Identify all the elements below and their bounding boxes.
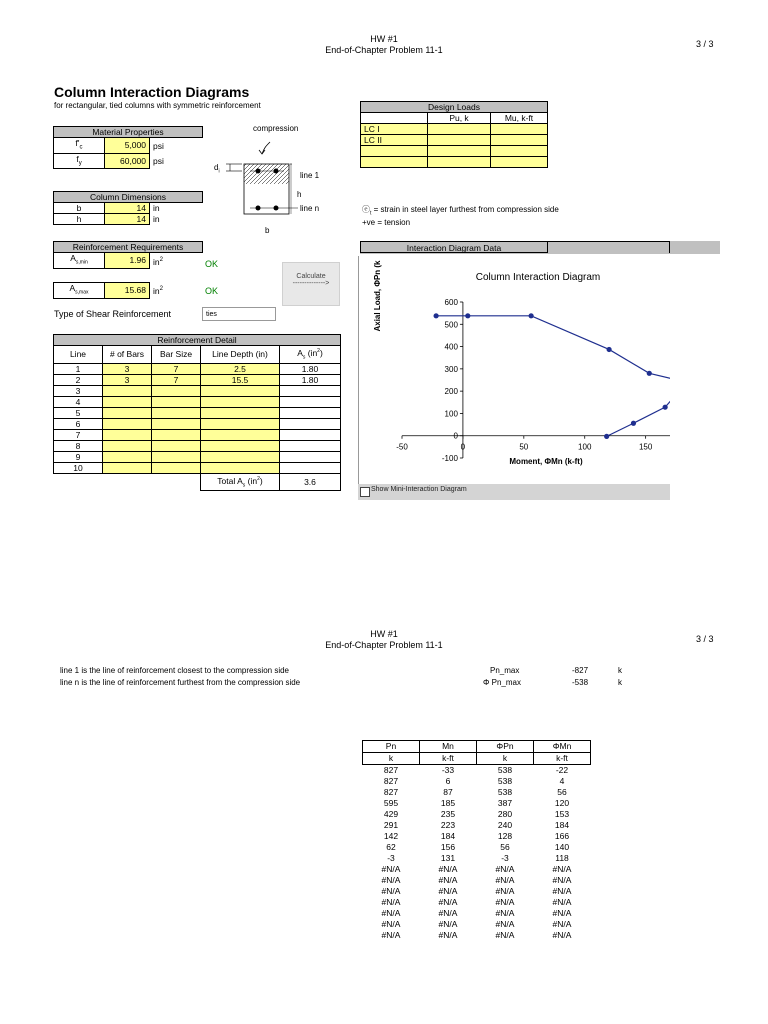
y-tick-label: 200 <box>444 387 458 397</box>
table-cell: 156 <box>440 842 456 852</box>
data-point <box>647 371 652 376</box>
data-point <box>631 421 636 426</box>
chart-xlabel: Moment, ΦMn (k-ft) <box>509 457 583 466</box>
table-cell: 56 <box>500 842 510 852</box>
table-cell: #N/A <box>381 886 401 896</box>
table-cell: 387 <box>497 798 513 808</box>
page-subtitle: for rectangular, tied columns with symmetric reinforcement <box>54 101 261 110</box>
design-loads-header: Design Loads <box>361 102 548 113</box>
calculate-label: Calculate <box>296 273 326 280</box>
line-depth-input[interactable] <box>201 429 280 440</box>
reinf-row <box>54 385 341 396</box>
pu-input[interactable] <box>428 124 491 135</box>
reinf-row <box>54 363 341 374</box>
line-depth-input[interactable] <box>201 451 280 462</box>
strain-note: $ⓔ_t$ = strain in steel layer furthest from compression side <box>362 205 559 217</box>
table-cell: -3 <box>387 853 395 863</box>
total-as-value: 3.6 <box>280 473 341 491</box>
col-pn: Pn <box>363 741 420 753</box>
table-cell: 280 <box>497 809 513 819</box>
fy-label: $f_y$ <box>54 153 105 169</box>
table-row <box>363 897 591 908</box>
table-cell: 538 <box>497 765 513 775</box>
table-cell: 827 <box>383 765 399 775</box>
table-cell: #N/A <box>381 908 401 918</box>
table-row <box>363 919 591 930</box>
lc-label <box>361 157 428 168</box>
table-cell: 87 <box>443 787 453 797</box>
material-properties-table <box>53 126 203 169</box>
chart-ylabel: Axial Load, ΦPn (k <box>373 260 382 332</box>
table-cell: #N/A <box>495 919 515 929</box>
col-bar-size: Bar Size <box>152 346 201 364</box>
reinf-row <box>54 429 341 440</box>
reinf-row <box>54 418 341 429</box>
page2-number: 3 / 3 <box>696 634 714 644</box>
line-cell: 7 <box>54 429 103 440</box>
mu-input[interactable] <box>491 146 548 157</box>
fc-unit: psi <box>153 140 164 151</box>
data-point <box>529 313 534 318</box>
reinf-req-header: Reinforcement Requirements <box>54 242 203 253</box>
as-min-label: $A_{s,min}$ <box>54 253 105 269</box>
table-row <box>363 798 591 809</box>
table-cell: #N/A <box>438 919 458 929</box>
as-cell: 1.80 <box>280 374 341 385</box>
num-bars-input[interactable] <box>103 385 152 396</box>
data-point <box>663 405 668 410</box>
problem-label: End-of-Chapter Problem 11-1 <box>325 45 443 55</box>
series-line <box>436 316 670 382</box>
b-dim-label: b <box>265 226 270 235</box>
line-depth-input[interactable] <box>201 385 280 396</box>
reinf-detail-header: Reinforcement Detail <box>54 335 341 346</box>
h-dim-label: h <box>297 190 302 199</box>
table-cell: 140 <box>554 842 570 852</box>
as-cell: 1.80 <box>280 363 341 374</box>
x-tick-label: 150 <box>638 442 653 452</box>
table-cell: #N/A <box>438 864 458 874</box>
num-bars-input[interactable] <box>103 440 152 451</box>
pu-input[interactable] <box>428 146 491 157</box>
reinf-row <box>54 451 341 462</box>
h-input[interactable]: 14 <box>105 214 150 225</box>
table-cell: #N/A <box>495 886 515 896</box>
interaction-chart <box>358 256 670 484</box>
h-label: h <box>54 214 105 225</box>
dimensions-header: Column Dimensions <box>54 192 203 203</box>
y-tick-label: -100 <box>441 454 458 463</box>
table-cell: #N/A <box>438 886 458 896</box>
table-cell: 184 <box>440 831 456 841</box>
phi-pn-max-label: Φ Pn_max <box>483 678 521 687</box>
b-unit: in <box>153 203 160 214</box>
table-cell: #N/A <box>381 897 401 907</box>
interaction-data-table <box>362 740 591 941</box>
column-section-diagram <box>212 134 332 234</box>
line-cell: 9 <box>54 451 103 462</box>
di-label: $d_i$ <box>214 163 220 175</box>
col-num-bars: # of Bars <box>103 346 152 364</box>
table-cell: 185 <box>440 798 456 808</box>
y-tick-label: 300 <box>444 364 458 374</box>
line-cell: 2 <box>54 374 103 385</box>
reinf-row <box>54 396 341 407</box>
pn-max-label: Pn_max <box>490 666 520 675</box>
table-cell: #N/A <box>438 875 458 885</box>
b-label: b <box>54 203 105 214</box>
linen-label: line n <box>300 204 320 213</box>
problem-label: End-of-Chapter Problem 11-1 <box>325 640 443 650</box>
table-row <box>363 930 591 941</box>
table-cell: 827 <box>383 776 399 786</box>
note-line1: line 1 is the line of reinforcement closest to the compression side <box>60 666 290 675</box>
table-row <box>363 809 591 820</box>
num-bars-input[interactable] <box>103 462 152 473</box>
shear-label: Type of Shear Reinforcement <box>54 309 172 319</box>
table-row <box>363 776 591 787</box>
phi-pn-max-unit: k <box>618 678 622 687</box>
data-point <box>434 313 439 318</box>
hw-label: HW #1 <box>370 34 398 44</box>
bar-size-input[interactable] <box>152 407 201 418</box>
bar-size-input[interactable] <box>152 451 201 462</box>
table-cell: #N/A <box>495 897 515 907</box>
table-cell: #N/A <box>381 864 401 874</box>
table-cell: #N/A <box>438 930 458 940</box>
table-cell: 235 <box>440 809 456 819</box>
y-tick-label: 0 <box>453 431 458 441</box>
num-bars-input[interactable] <box>103 407 152 418</box>
table-cell: 595 <box>383 798 399 808</box>
bar-size-input[interactable] <box>152 440 201 451</box>
table-cell: #N/A <box>552 908 572 918</box>
data-point <box>606 347 611 352</box>
table-row <box>363 820 591 831</box>
table-cell: 142 <box>383 831 399 841</box>
bar-size-input[interactable] <box>152 396 201 407</box>
mini-diagram-checkbox[interactable] <box>360 487 370 497</box>
table-cell: 153 <box>554 809 570 819</box>
table-cell: 131 <box>440 853 456 863</box>
table-row <box>363 842 591 853</box>
table-row <box>363 908 591 919</box>
table-cell: 56 <box>557 787 567 797</box>
table-row <box>363 875 591 886</box>
fy-unit: psi <box>153 156 164 167</box>
table-cell: 223 <box>440 820 456 830</box>
pu-header: Pu, k <box>428 113 491 124</box>
bar-size-input[interactable] <box>152 429 201 440</box>
line-depth-input[interactable]: 15.5 <box>201 374 280 385</box>
page-header <box>284 34 484 56</box>
design-loads-table <box>360 101 548 168</box>
unit-phi-pn: k <box>477 753 534 765</box>
col-phi-mn: ΦMn <box>534 741 591 753</box>
table-cell: #N/A <box>495 864 515 874</box>
table-cell: 4 <box>559 776 565 786</box>
as-max-label: $A_{s,max}$ <box>54 283 105 299</box>
reinforcement-detail-table <box>53 334 341 491</box>
note-linen: line n is the line of reinforcement furthest from the compression side <box>60 678 301 687</box>
tension-note: +ve = tension <box>362 218 411 227</box>
table-cell: #N/A <box>381 919 401 929</box>
bar-size-input[interactable] <box>152 462 201 473</box>
shear-type-select[interactable]: ties <box>202 307 276 321</box>
table-cell: #N/A <box>552 919 572 929</box>
table-cell: #N/A <box>552 864 572 874</box>
col-phi-pn: ΦPn <box>477 741 534 753</box>
pu-input[interactable] <box>428 157 491 168</box>
x-tick-label: 50 <box>519 442 529 452</box>
line-depth-input[interactable]: 2.5 <box>201 363 280 374</box>
page2-header <box>284 629 484 651</box>
as-min-value: 1.96 <box>105 253 150 269</box>
table-cell: 184 <box>554 820 570 830</box>
x-tick-label: -50 <box>396 442 408 452</box>
num-bars-input[interactable] <box>103 451 152 462</box>
table-cell: 429 <box>383 809 399 819</box>
b-input[interactable]: 14 <box>105 203 150 214</box>
table-cell: #N/A <box>552 886 572 896</box>
as-min-unit: $in^2$ <box>153 256 163 267</box>
table-cell: #N/A <box>381 875 401 885</box>
as-cell <box>280 396 341 407</box>
y-tick-label: 400 <box>444 342 458 352</box>
line1-label: line 1 <box>300 171 320 180</box>
line-cell: 3 <box>54 385 103 396</box>
col-as: $A_s$ $(in^2)$ <box>280 346 341 364</box>
unit-phi-mn: k-ft <box>534 753 591 765</box>
lc-label: LC I <box>361 124 428 135</box>
table-cell: #N/A <box>552 897 572 907</box>
line-depth-input[interactable] <box>201 440 280 451</box>
data-point <box>604 434 609 439</box>
line-cell: 5 <box>54 407 103 418</box>
interaction-header: Interaction Diagram Data <box>360 241 548 253</box>
table-cell: #N/A <box>552 875 572 885</box>
line-depth-input[interactable] <box>201 462 280 473</box>
as-cell <box>280 418 341 429</box>
table-cell: 118 <box>555 853 569 863</box>
mu-input[interactable] <box>491 135 548 146</box>
as-min-status: OK <box>205 259 219 269</box>
bar-size-input[interactable] <box>152 385 201 396</box>
reinf-row <box>54 462 341 473</box>
reinf-row <box>54 407 341 418</box>
table-row <box>363 765 591 777</box>
strain-note-text: = strain in steel layer furthest from compression side <box>373 205 559 214</box>
table-cell: 291 <box>383 820 399 830</box>
line-cell: 6 <box>54 418 103 429</box>
mini-diagram-label: Show Mini-Interaction Diagram <box>371 486 467 493</box>
mu-header: Mu, k-ft <box>491 113 548 124</box>
series-line <box>607 382 670 436</box>
num-bars-input[interactable]: 3 <box>103 363 152 374</box>
x-tick-label: 0 <box>460 442 466 452</box>
num-bars-input[interactable]: 3 <box>103 374 152 385</box>
reinf-row <box>54 374 341 385</box>
fy-input[interactable]: 60,000 <box>105 153 150 169</box>
mu-input[interactable] <box>491 124 548 135</box>
as-cell <box>280 385 341 396</box>
lc-label: LC II <box>361 135 428 146</box>
line-cell: 10 <box>54 462 103 473</box>
table-cell: #N/A <box>495 930 515 940</box>
table-cell: -33 <box>441 765 455 775</box>
fc-input[interactable]: 5,000 <box>105 138 150 154</box>
hw-label: HW #1 <box>370 629 398 639</box>
table-cell: 166 <box>554 831 570 841</box>
num-bars-input[interactable] <box>103 418 152 429</box>
table-row <box>363 864 591 875</box>
as-cell <box>280 451 341 462</box>
table-cell: 240 <box>497 820 513 830</box>
page-title: Column Interaction Diagrams <box>54 84 250 100</box>
mu-input[interactable] <box>491 157 548 168</box>
as-max-table <box>53 282 203 299</box>
as-max-status: OK <box>205 286 219 296</box>
pu-input[interactable] <box>428 135 491 146</box>
line-cell: 4 <box>54 396 103 407</box>
table-cell: 538 <box>497 776 513 786</box>
table-cell: #N/A <box>552 930 572 940</box>
table-cell: #N/A <box>495 908 515 918</box>
table-cell: 6 <box>445 776 451 786</box>
chart-title: Column Interaction Diagram <box>475 272 601 283</box>
unit-pn: k <box>363 753 420 765</box>
table-cell: #N/A <box>438 908 458 918</box>
unit-mn: k-ft <box>420 753 477 765</box>
line-depth-input[interactable] <box>201 396 280 407</box>
x-tick-label: 100 <box>578 442 592 452</box>
table-row <box>363 787 591 798</box>
as-cell <box>280 440 341 451</box>
fc-label: $f'_c$ <box>54 138 105 154</box>
total-as-label: Total $A_s$ $(in^2)$ <box>201 473 280 491</box>
reinforcement-requirements-table <box>53 241 203 269</box>
h-unit: in <box>153 214 160 224</box>
as-max-unit: $in^2$ <box>153 286 163 297</box>
as-cell <box>280 429 341 440</box>
table-cell: #N/A <box>495 875 515 885</box>
material-header: Material Properties <box>54 127 203 138</box>
line-cell: 1 <box>54 363 103 374</box>
table-row <box>363 831 591 842</box>
calculate-arrow: --------------> <box>292 280 330 287</box>
line-depth-input[interactable] <box>201 407 280 418</box>
table-cell: 538 <box>497 787 513 797</box>
table-cell: 120 <box>554 798 570 808</box>
col-mn: Mn <box>420 741 477 753</box>
table-cell: #N/A <box>438 897 458 907</box>
num-bars-input[interactable] <box>103 396 152 407</box>
pn-max-value: -827 <box>572 666 589 675</box>
pn-max-unit: k <box>618 666 622 675</box>
table-cell: 128 <box>497 831 513 841</box>
table-cell: 827 <box>383 787 399 797</box>
bar-size-input[interactable]: 7 <box>152 374 201 385</box>
page-number: 3 / 3 <box>696 39 714 49</box>
col-line-depth: Line Depth (in) <box>201 346 280 364</box>
line-depth-input[interactable] <box>201 418 280 429</box>
table-cell: 62 <box>386 842 396 852</box>
table-row <box>363 886 591 897</box>
column-dimensions-table <box>53 191 203 225</box>
col-line: Line <box>54 346 103 364</box>
y-tick-label: 100 <box>444 409 458 419</box>
y-tick-label: 600 <box>444 298 458 307</box>
lc-label <box>361 146 428 157</box>
as-cell <box>280 462 341 473</box>
table-cell: -22 <box>555 765 569 775</box>
table-row <box>363 853 591 864</box>
as-max-value: 15.68 <box>105 283 150 299</box>
as-cell <box>280 407 341 418</box>
num-bars-input[interactable] <box>103 429 152 440</box>
line-cell: 8 <box>54 440 103 451</box>
calculate-button[interactable] <box>282 262 340 306</box>
compression-label: compression <box>253 124 299 133</box>
table-cell: -3 <box>501 853 509 863</box>
reinf-row <box>54 440 341 451</box>
phi-pn-max-value: -538 <box>572 678 589 687</box>
bar-size-input[interactable] <box>152 418 201 429</box>
bar-size-input[interactable]: 7 <box>152 363 201 374</box>
y-tick-label: 500 <box>444 320 458 330</box>
table-cell: #N/A <box>381 930 401 940</box>
data-point <box>465 313 470 318</box>
